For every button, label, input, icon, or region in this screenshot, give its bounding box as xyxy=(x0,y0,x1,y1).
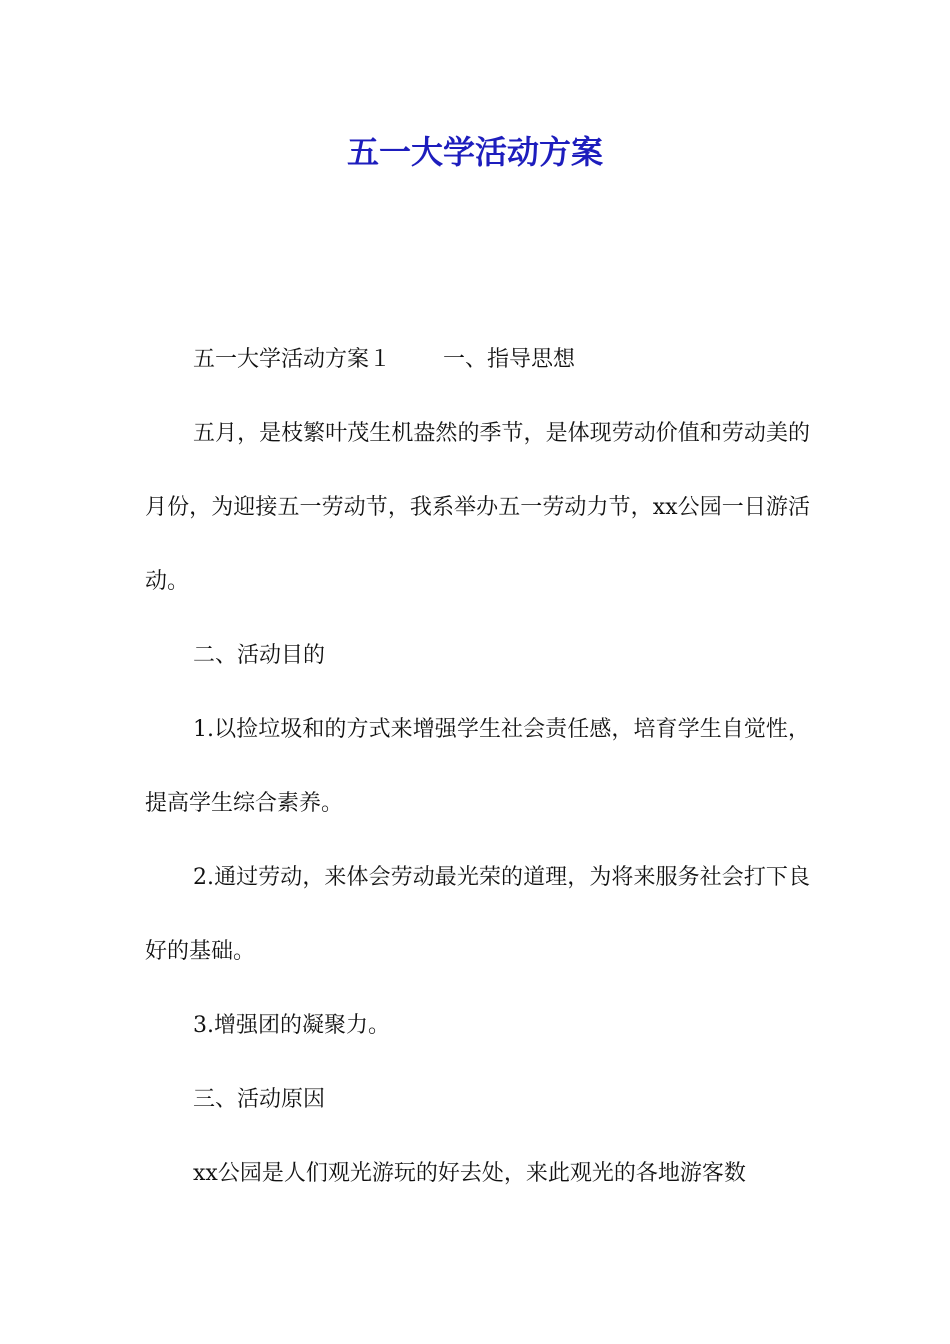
heading-line-section-title: 一、指导思想 xyxy=(443,347,576,372)
heading-line-plan-title: 五一大学活动方案１ xyxy=(193,347,392,372)
paragraph-purpose-2: 2.通过劳动，来体会劳动最光荣的道理，为将来服务社会打下良好的基础。 xyxy=(145,865,810,964)
paragraph-intro: 五月，是枝繁叶茂生机盎然的季节，是体现劳动价值和劳动美的月份，为迎接五一劳动节，我系举办五一劳动力节，xx公园一日游活动。 xyxy=(145,421,810,594)
section-heading-purpose: 二、活动目的 xyxy=(193,643,326,668)
paragraph-reason: xx公园是人们观光游玩的好去处，来此观光的各地游客数 xyxy=(193,1161,746,1186)
paragraph-purpose-1: 1.以捡垃圾和的方式来增强学生社会责任感，培育学生自觉性，提高学生综合素养。 xyxy=(145,717,810,816)
heading-line xyxy=(145,323,810,397)
section-heading-reason: 三、活动原因 xyxy=(193,1087,326,1112)
paragraph-purpose-3: 3.增强团的凝聚力。 xyxy=(193,1013,390,1038)
document-title: 五一大学活动方案 xyxy=(346,133,603,171)
